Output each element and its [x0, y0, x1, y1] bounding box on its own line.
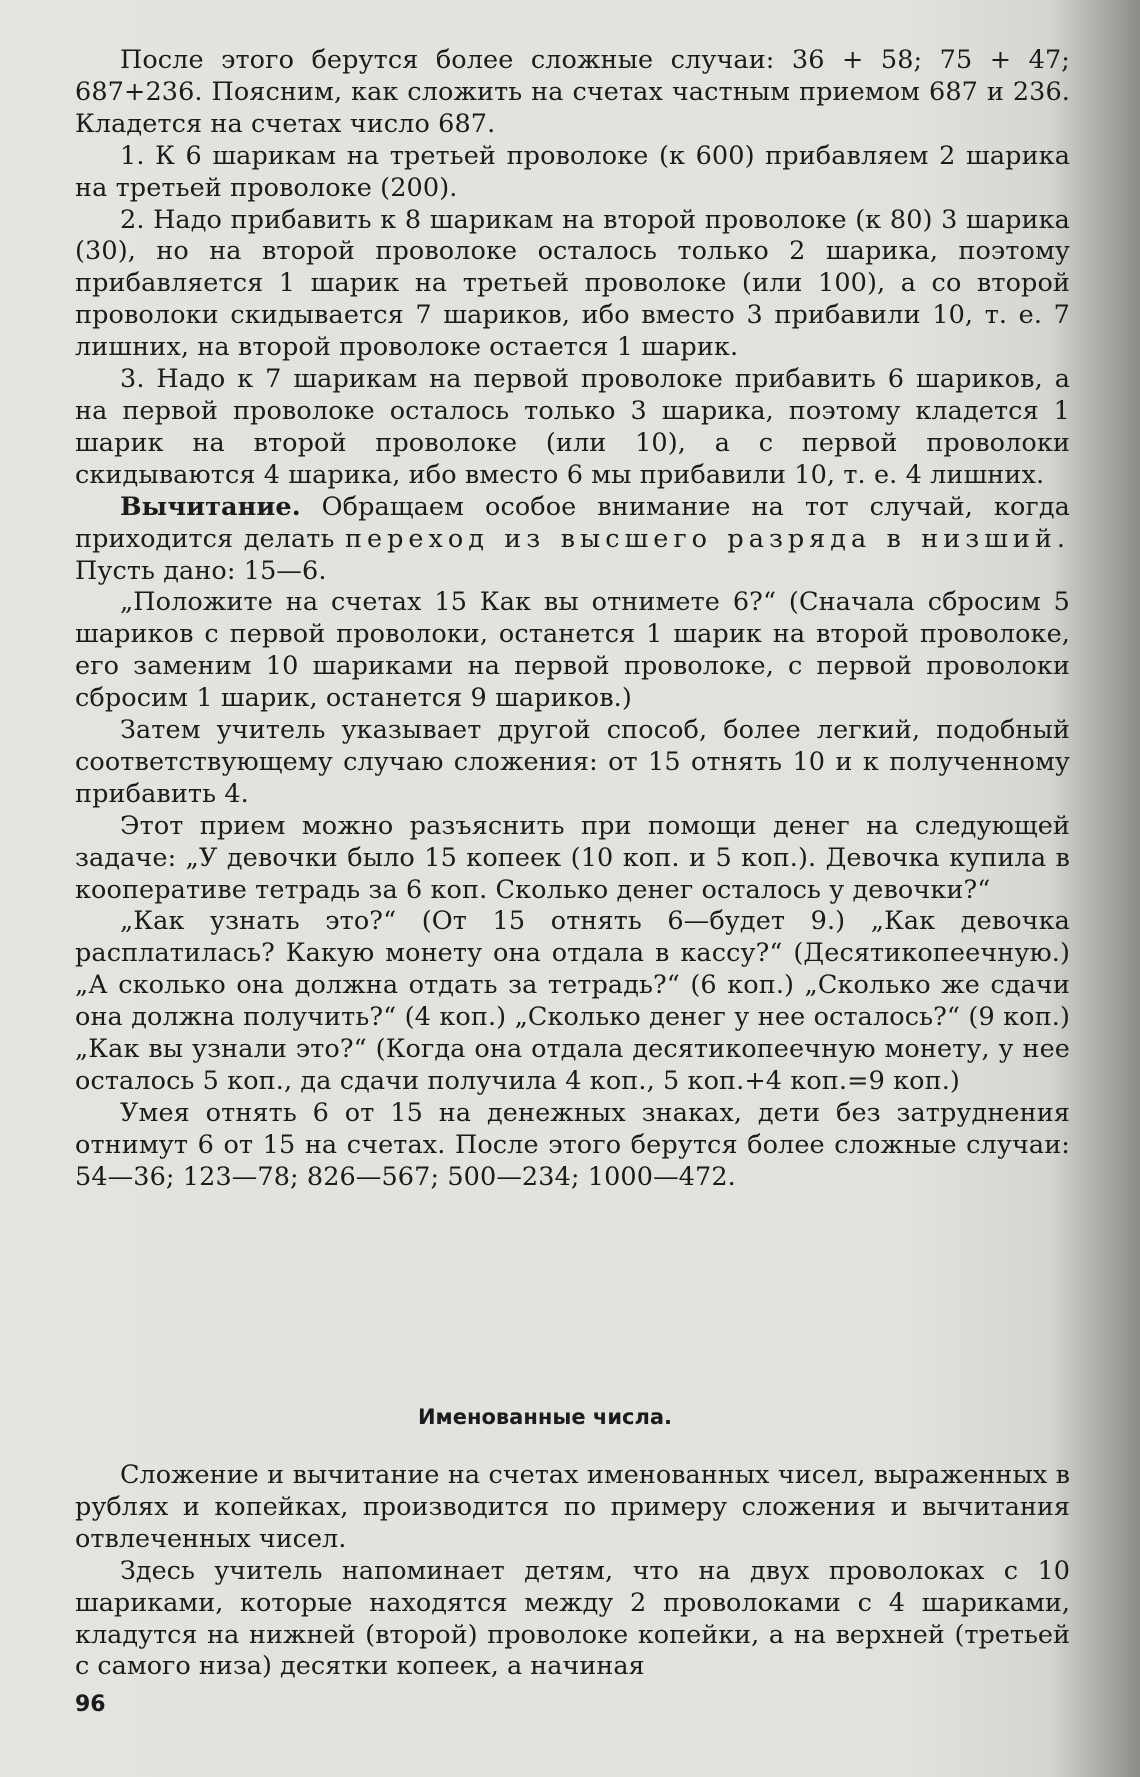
paragraph-subtraction	[75, 492, 1070, 588]
paragraph-8: Этот прием можно разъяснить при помощи денег на следующей задаче: „У девочки было 15 копеек (10 коп. и 5 коп.). Девочка купила в кооперативе тетрадь за 6 коп. Сколько денег осталось у девочки?“	[75, 810, 1070, 905]
section-paragraph-1: Сложение и вычитание на счетах именованных чисел, выраженных в рублях и копейках, производится по примеру сложения и вычитания отвлеченных чисел.	[75, 1460, 1070, 1554]
section-title: Именованные числа.	[417, 1405, 673, 1429]
paragraph-4: 3. Надо к 7 шарикам на первой проволоке прибавить 6 шариков, а на первой проволоке осталось только 3 шарика, поэтому кладется 1 шарик на второй проволоке (или 10), а с первой проволоки скидываются 4 шарика, ибо вместо 6 мы прибавили 10, т. е. 4 лишних.	[75, 364, 1070, 490]
subtraction-spaced-text: переход из высшего разряда в низший.	[344, 523, 1070, 554]
subtraction-text-a: Обращаем особое внимание на тот случай, когда приходится делать	[75, 491, 1070, 554]
paragraph-3: 2. Надо прибавить к 8 шарикам на второй проволоке (к 80) 3 шарика (30), но на второй проволоке осталось только 2 шарика, поэтому прибавляется 1 шарик на третьей проволоке (или 100), а со второй проволоки скидывается 7 шариков, ибо вместо 3 прибавили 10, т. е. 7 лишних, на второй проволоке остается 1 шарик.	[75, 204, 1070, 363]
paragraph-7: Затем учитель указывает другой способ, более легкий, подобный соответствующему случаю сложения: от 15 отнять 10 и к полученному прибавить 4.	[75, 715, 1070, 809]
paragraph-6: „Положите на счетах 15 Как вы отнимете 6?“ (Сначала сбросим 5 шариков с первой проволоки, останется 1 шарик на второй проволоке, его заменим 10 шариками на первой проволоке, с первой проволоки сбросим 1 шарик, останется 9 шариков.)	[75, 587, 1070, 714]
section-text	[75, 1460, 1070, 1683]
page-number: 96	[75, 1692, 106, 1717]
paragraph-1: После этого берутся более сложные случаи: 36 + 58; 75 + 47; 687+236. Поясним, как сложить на счетах частным приемом 687 и 236. Кладется на счетах число 687.	[75, 45, 1070, 139]
subtraction-heading: Вычитание.	[120, 491, 301, 522]
paragraph-9: „Как узнать это?“ (От 15 отнять 6—будет 9.) „Как девочка расплатилась? Какую монету она отдала в кассу?“ (Десятикопеечную.) „А сколько она должна отдать за тетрадь?“ (6 коп.) „Сколько же сдачи она должна получить?“ (4 коп.) „Сколько денег у нее осталось?“ (9 коп.) „Как вы узнали это?“ (Когда она отдала десятикопеечную монету, у нее осталось 5 коп., да сдачи получила 4 коп., 5 коп.+4 коп.=9 коп.)	[75, 906, 1070, 1096]
section-paragraph-2: Здесь учитель напоминает детям, что на двух проволоках с 10 шариками, которые находятся между 2 проволоками с 4 шариками, кладутся на нижней (второй) проволоке копейки, а на верхней (третьей с самого низа) десятки копеек, а начиная	[75, 1555, 1070, 1682]
main-text	[75, 45, 1070, 1194]
paragraph-10: Умея отнять 6 от 15 на денежных знаках, дети без затруднения отнимут 6 от 15 на счетах. После этого берутся более сложные случаи: 54—36; 123—78; 826—567; 500—234; 1000—472.	[75, 1097, 1070, 1192]
paragraph-2: 1. К 6 шарикам на третьей проволоке (к 600) прибавляем 2 шарика на третьей проволоке (200).	[75, 140, 1070, 203]
subtraction-text-b: Пусть дано: 15—6.	[75, 555, 327, 586]
